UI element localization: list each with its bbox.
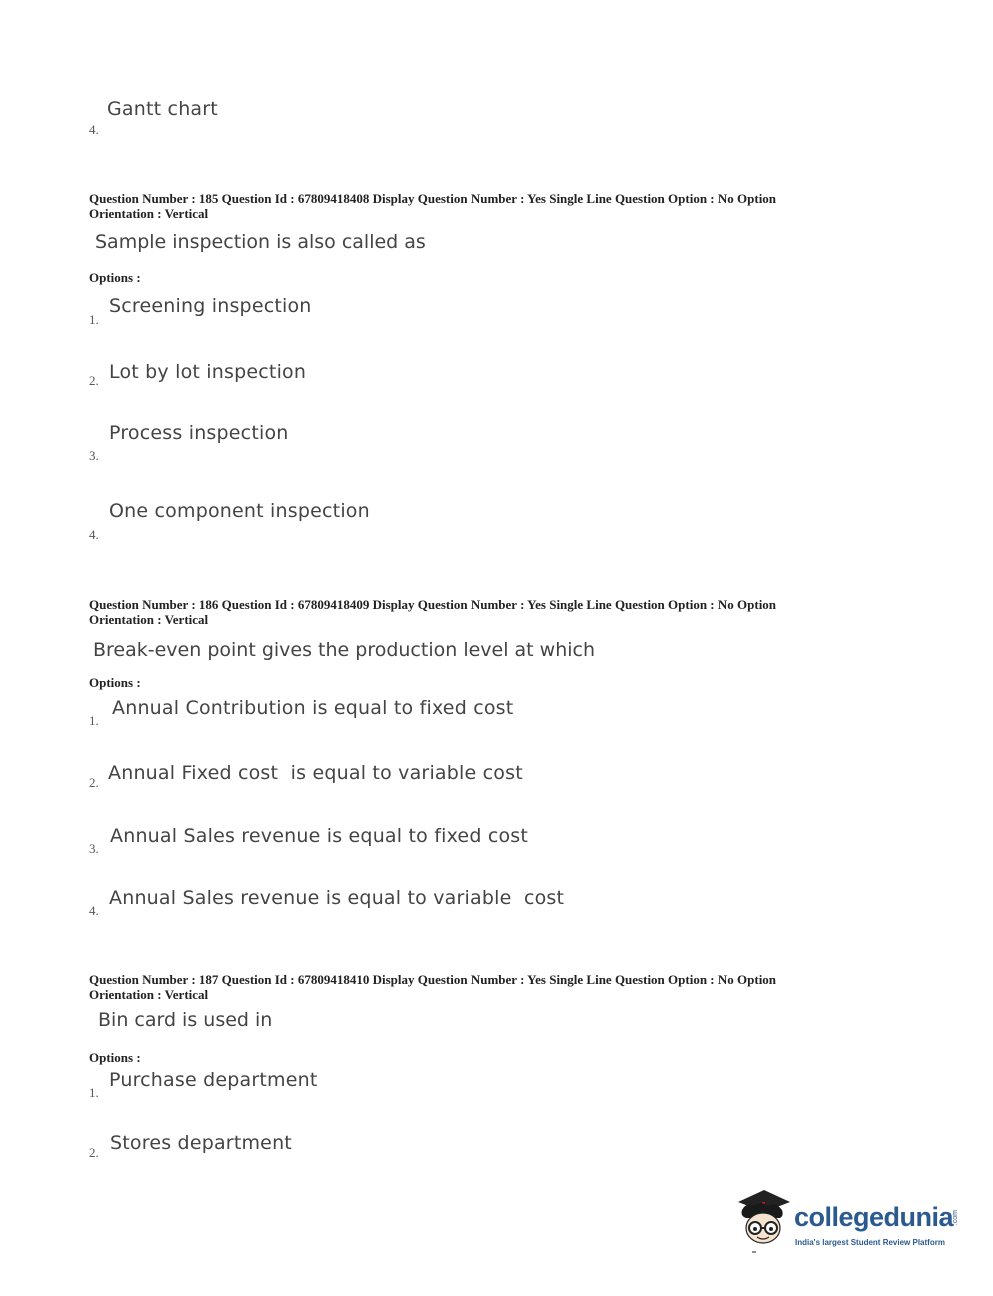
question-185-text: Sample inspection is also called as [95, 231, 426, 253]
question-185-option-4-number: 4. [89, 527, 99, 542]
question-185-option-1-text: Screening inspection [109, 295, 312, 317]
question-186-option-2-number: 2. [89, 775, 99, 790]
question-187-option-2-text: Stores department [110, 1132, 292, 1154]
question-186-meta-line1: Question Number : 186 Question Id : 67809418409 Display Question Number : Yes Single Line Question Option : No Option [89, 597, 777, 612]
question-186-options-label: Options : [89, 675, 141, 690]
mascot-icon [734, 1188, 794, 1258]
prev-option-4-text: Gantt chart [107, 98, 218, 120]
question-187-option-1-text: Purchase department [109, 1069, 318, 1091]
question-186-meta [89, 597, 889, 627]
question-187-option-2-number: 2. [89, 1145, 99, 1160]
question-187-option-1-number: 1. [89, 1085, 99, 1100]
prev-option-4-number: 4. [89, 122, 99, 137]
question-187-meta-line2: Orientation : Vertical [89, 987, 209, 1002]
question-185-meta-line2: Orientation : Vertical [89, 206, 209, 221]
logo-domain: .com [952, 1210, 959, 1226]
logo-tagline: India's largest Student Review Platform [795, 1238, 945, 1247]
question-185-option-3-number: 3. [89, 448, 99, 463]
question-186-meta-line2: Orientation : Vertical [89, 612, 209, 627]
question-186-option-1-text: Annual Contribution is equal to fixed cost [112, 697, 514, 719]
question-186-option-3-number: 3. [89, 841, 99, 856]
question-186-text: Break-even point gives the production level at which [93, 639, 596, 661]
logo-wordmark: collegedunia [794, 1202, 954, 1232]
question-186-option-4-text: Annual Sales revenue is equal to variable cost [109, 887, 565, 909]
question-186-option-1-number: 1. [89, 713, 99, 728]
question-185-option-4-text: One component inspection [109, 500, 370, 522]
question-185-meta-line1: Question Number : 185 Question Id : 67809418408 Display Question Number : Yes Single Line Question Option : No Option [89, 191, 777, 206]
question-187-text: Bin card is used in [98, 1009, 273, 1031]
question-185-option-2-text: Lot by lot inspection [109, 361, 307, 383]
question-186-option-2-text: Annual Fixed cost is equal to variable cost [108, 762, 523, 784]
question-185-option-2-number: 2. [89, 373, 99, 388]
question-187-meta [89, 972, 889, 1002]
question-186-option-4-number: 4. [89, 903, 99, 918]
question-187-meta-line1: Question Number : 187 Question Id : 67809418410 Display Question Number : Yes Single Line Question Option : No Option [89, 972, 777, 987]
question-186-option-3-text: Annual Sales revenue is equal to fixed cost [110, 825, 529, 847]
question-185-meta [89, 191, 889, 221]
question-185-options-label: Options : [89, 270, 141, 285]
question-185-option-1-number: 1. [89, 312, 99, 327]
question-187-options-label: Options : [89, 1050, 141, 1065]
collegedunia-logo [734, 1188, 964, 1258]
question-185-option-3-text: Process inspection [109, 422, 289, 444]
